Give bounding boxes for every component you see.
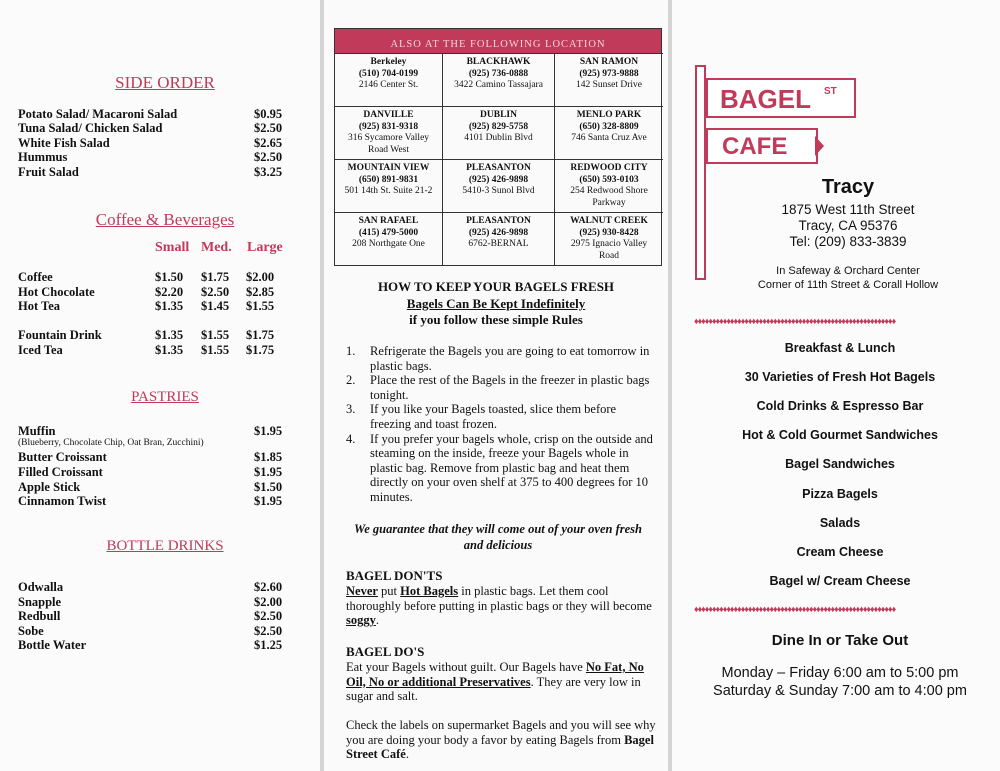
location-city: MOUNTAIN VIEW [347,163,430,173]
locations-grid [335,53,661,265]
item-name: Filled Croissant [18,465,103,479]
item-name: Sobe [18,624,44,638]
sign-st: ST [824,86,837,97]
text-period: . [405,747,409,762]
store-city: Tracy [821,176,875,198]
sign-arrow-icon [815,136,824,156]
item-price: $3.25 [254,165,283,179]
item-name: Hot Tea [18,299,61,313]
location-city: PLEASANTON [466,216,531,226]
menu-item [18,609,288,624]
location-address: 3422 Camino Tassajara [454,80,543,90]
location-address: 4101 Dublin Blvd [464,133,533,143]
location-city: MENLO PARK [576,110,642,120]
location-address: 2146 Center St. [358,80,419,90]
location-city: WALNUT CREEK [570,216,648,226]
item-name: Iced Tea [18,343,63,357]
item-name: Snapple [18,595,62,609]
size-med: Med. [201,240,232,255]
price-med: $1.55 [201,328,230,342]
size-header [155,240,283,256]
location-cell [555,212,663,265]
item-name: Muffin [18,424,56,438]
menu-item [18,580,288,595]
store-center: In Safeway & Orchard Center [776,265,920,277]
address-text: 1875 West 11th Street [781,202,915,217]
menu-item [18,107,288,122]
location-phone: (925) 930-8428 [579,227,639,238]
menu-item [18,638,288,653]
location-phone: (925) 426-9898 [468,227,529,238]
item-name: Fountain Drink [18,328,102,342]
price-small: $2.20 [155,285,184,299]
rule-item: 3. If you like your Bagels toasted, slice them before freezing and toast frozen. [346,402,617,431]
service-item: Salads [819,516,861,530]
item-name: Redbull [18,609,61,623]
menu-item [18,595,288,610]
service-item: Cold Drinks & Espresso Bar [756,399,924,413]
item-name: Hot Chocolate [18,285,95,299]
item-price: $2.50 [254,121,283,135]
service-item: Cream Cheese [796,545,884,559]
hours-weekday: Monday – Friday 6:00 am to 5:00 pm [721,665,959,681]
hours-weekend: Saturday & Sunday 7:00 am to 4:00 pm [713,683,967,699]
store-phone: Tel: (209) 833-3839 [789,234,907,249]
location-address-2: Road [598,250,620,261]
item-price: $2.65 [254,136,283,150]
item-name: Fruit Salad [18,165,79,179]
location-city: Berkeley [370,57,407,67]
service-item: 30 Varieties of Fresh Hot Bagels [744,370,936,384]
item-price: $2.50 [254,150,283,164]
location-phone: (650) 593-0103 [579,174,639,185]
fresh-subtitle: Bagels Can Be Kept Indefinitely [406,296,586,311]
item-price: $2.50 [254,609,283,623]
pastries-title: PASTRIES [131,389,199,405]
menu-item [18,121,288,136]
location-city: DUBLIN [480,110,517,120]
dine-in-take-out: Dine In or Take Out [771,632,909,649]
size-large: Large [247,240,283,255]
location-phone: (925) 426-9898 [468,174,529,185]
location-cell [443,53,555,106]
price-med: $2.50 [201,285,230,299]
price-large: $1.75 [246,343,275,357]
menu-item [18,150,288,165]
location-address: 501 14th St. Suite 21-2 [344,186,433,196]
price-med: $1.75 [201,270,230,284]
item-name: Bottle Water [18,638,87,652]
check-body: Check the labels on supermarket Bagels and you will see why you are doing your body a favor by eating Bagels from [346,718,656,747]
check-labels-text [346,718,660,762]
item-name: Cinnamon Twist [18,494,107,508]
item-name: Tuna Salad/ Chicken Salad [18,121,163,135]
locations-header: ALSO AT THE FOLLOWING LOCATION [335,29,661,53]
menu-item [18,624,288,639]
location-phone: (650) 328-8809 [579,121,639,132]
location-cell [335,159,443,212]
location-address: 6762-BERNAL [468,239,529,249]
item-price: $1.95 [254,494,283,508]
price-med: $1.55 [201,343,230,357]
menu-item [18,165,288,180]
item-price: $1.25 [254,638,283,652]
rule-text: If you like your Bagels toasted, slice them before freezing and toast frozen. [370,402,617,431]
menu-item [18,136,288,151]
location-phone: (925) 973-9888 [579,68,639,79]
location-phone: (650) 891-9831 [358,174,419,185]
location-city: PLEASANTON [466,163,531,173]
store-corner: Corner of 11th Street & Corall Hollow [757,279,939,291]
location-address: 746 Santa Cruz Ave [571,133,647,143]
menu-item [18,480,288,495]
emph-soggy: soggy [346,613,376,628]
fresh-subtitle-2: if you follow these simple Rules [409,312,583,327]
price-small: $1.50 [155,270,184,284]
side-order-title: SIDE ORDER [115,73,215,92]
text-put: put [377,584,401,598]
item-name: Coffee [18,270,53,284]
sign-bagel: BAGEL [720,84,811,114]
muffin-flavors-note: (Blueberry, Chocolate Chip, Oat Bran, Zucchini) [18,438,204,448]
service-item: Hot & Cold Gourmet Sandwiches [742,428,938,442]
store-address [680,202,1000,217]
item-price: $1.85 [254,450,283,464]
diamond-divider: ♦♦♦♦♦♦♦♦♦♦♦♦♦♦♦♦♦♦♦♦♦♦♦♦♦♦♦♦♦♦♦♦♦♦♦♦♦♦♦♦♦♦♦♦♦♦♦♦♦♦♦♦♦♦♦♦ [694,317,896,325]
item-price: $1.95 [254,424,283,438]
location-cell [555,53,663,106]
location-address: 316 Sycamore Valley [347,133,430,143]
dos-body-2: . They are very low in sugar and salt. [346,674,641,704]
price-small: $1.35 [155,299,184,313]
location-phone: (415) 479-5000 [358,227,419,238]
price-med: $1.45 [201,299,230,313]
beverages-title: Coffee & Beverages [95,210,235,229]
price-small: $1.35 [155,328,184,342]
dos-body-1: Eat your Bagels without guilt. Our Bagels have [346,660,586,674]
location-city: SAN RAMON [579,57,639,67]
location-address: 2975 Ignacio Valley [570,239,648,249]
rule-text: Refrigerate the Bagels you are going to eat tomorrow in plastic bags. [370,344,650,373]
menu-item [18,465,288,480]
rule-item: 4. If you prefer your bagels whole, crisp on the outside and steaming on the inside, freeze your Bagels whole in plastic bag. Remove from plastic bag and heat them directly on your oven shelf at 375 to 400 degrees for 10 minutes. [346,431,653,504]
location-city: REDWOOD CITY [570,163,648,173]
size-small: Small [155,240,190,255]
service-item: Breakfast & Lunch [784,341,896,355]
donts-title: BAGEL DON'TS [346,568,443,583]
brand-name: Bagel Street Café [346,732,654,762]
menu-item [18,450,288,465]
location-address: 5410-3 Sunol Blvd [462,186,535,196]
diamond-divider: ♦♦♦♦♦♦♦♦♦♦♦♦♦♦♦♦♦♦♦♦♦♦♦♦♦♦♦♦♦♦♦♦♦♦♦♦♦♦♦♦♦♦♦♦♦♦♦♦♦♦♦♦♦♦♦♦ [694,605,896,613]
item-name: Potato Salad/ Macaroni Salad [18,107,178,121]
dos-title: BAGEL DO'S [346,644,425,659]
service-item: Bagel w/ Cream Cheese [769,574,911,588]
service-item: Pizza Bagels [802,487,878,501]
location-address: 208 Northgate One [352,239,425,249]
location-cell [443,212,555,265]
item-price: $2.50 [254,624,283,638]
donts-text [346,584,660,628]
menu-item [18,494,288,509]
location-phone: (925) 829-5758 [468,121,529,132]
text-period: . [375,613,379,628]
location-cell [335,106,443,159]
fresh-title: HOW TO KEEP YOUR BAGELS FRESH [377,279,615,294]
bottle-drinks-title: BOTTLE DRINKS [106,538,224,554]
location-address-2: Road West [367,144,409,155]
rule-text: If you prefer your bagels whole, crisp on the outside and steaming on the inside, freeze your Bagels whole in plastic bag. Remove from plastic bag and heat them directly on your oven shelf at 375 to 400 degrees for 10 minutes. [370,431,653,504]
location-address: 142 Sunset Drive [576,80,642,90]
emph-hot-bagels: Hot Bagels [400,584,459,598]
location-cell [335,212,443,265]
item-price: $1.95 [254,465,283,479]
emph-no-fat: No Fat, No Oil, No or additional Preservatives [346,660,644,689]
store-citystate: Tracy, CA 95376 [798,218,898,233]
price-large: $2.00 [246,270,275,284]
location-city: DANVILLE [363,110,414,120]
location-cell [555,106,663,159]
item-name: Apple Stick [18,480,81,494]
item-price: $1.50 [254,480,283,494]
item-price: $2.00 [254,595,283,609]
price-large: $1.75 [246,328,275,342]
item-price: $2.60 [254,580,283,594]
rule-text: Place the rest of the Bagels in the freezer in plastic bags tonight. [370,373,650,402]
location-cell [335,53,443,106]
location-city: BLACKHAWK [466,57,531,67]
location-address: 254 Redwood Shore [570,186,648,196]
item-price: $0.95 [254,107,283,121]
price-small: $1.35 [155,343,184,357]
location-phone: (925) 831-9318 [358,121,419,132]
menu-item [18,424,288,439]
location-address-2: Parkway [592,197,626,208]
item-name: Odwalla [18,580,64,594]
price-large: $1.55 [246,299,275,313]
sign-cafe: CAFE [722,133,788,160]
donts-body: in plastic bags. Let them cool thoroughly before putting in plastic bags or they will become [346,584,652,613]
item-name: Butter Croissant [18,450,107,464]
location-city: SAN RAFAEL [358,216,419,226]
service-item: Bagel Sandwiches [785,457,895,471]
location-phone: (510) 704-0199 [358,68,419,79]
locations-table [334,28,662,266]
guarantee-text: We guarantee that they will come out of your oven fresh and delicious [354,522,642,552]
location-phone: (925) 736-0888 [468,68,529,79]
dos-text [346,660,660,704]
rule-item: 1. Refrigerate the Bagels you are going to eat tomorrow in plastic bags. [346,344,650,373]
location-cell [555,159,663,212]
location-cell [443,106,555,159]
rule-item: 2. Place the rest of the Bagels in the freezer in plastic bags tonight. [346,373,650,402]
freshness-rules-list [346,344,660,505]
emph-never: Never [346,584,378,598]
price-large: $2.85 [246,285,275,299]
item-name: Hummus [18,150,68,164]
item-name: White Fish Salad [18,136,110,150]
location-cell [443,159,555,212]
